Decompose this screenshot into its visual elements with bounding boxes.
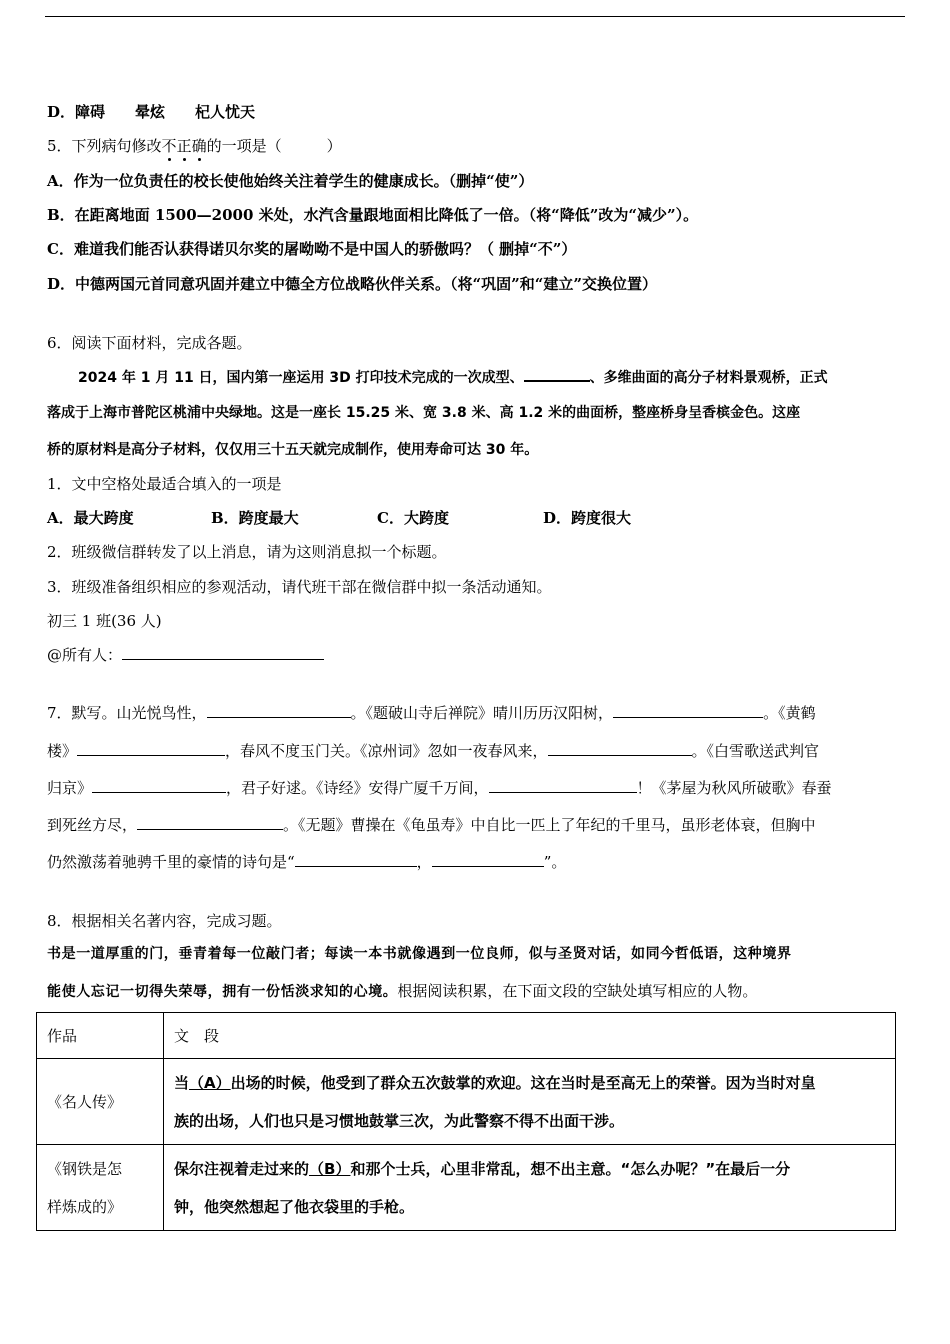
q7-text: ”。 <box>543 853 567 871</box>
works-table <box>36 1012 896 1231</box>
q4-option-d: D．障碍 晕炫 杞人忧天 <box>47 103 256 121</box>
q7-text: ， <box>416 853 432 871</box>
q6-passage-line-1 <box>78 366 828 388</box>
q8-intro-text: 能使人忘记一切得失荣辱，拥有一份恬淡求知的心境。 <box>47 984 398 1000</box>
q6-stem: 6．阅读下面材料，完成各题。 <box>47 334 252 352</box>
q7-text: 。《题破山寺后禅院》晴川历历汉阳树， <box>350 704 614 722</box>
passage-text: 保尔注视着走过来的 <box>174 1159 310 1178</box>
q5-stem-prefix: 5．下列病句修改 <box>47 137 162 155</box>
q5-option-d <box>47 274 657 294</box>
q5-option-a <box>47 171 533 191</box>
header-work: 作品 <box>37 1013 164 1059</box>
q7-blank-9[interactable] <box>432 852 544 867</box>
q7-text: 楼》 <box>47 742 78 760</box>
q6-option-a: A．最大跨度 <box>47 509 134 527</box>
work-title-line: 《钢铁是怎 <box>47 1159 123 1178</box>
q7-text: 。《白雪歌送武判官 <box>691 742 820 760</box>
q6-notice-blank[interactable] <box>122 645 324 660</box>
blank-a[interactable]: （A） <box>189 1073 231 1092</box>
q7-blank-3[interactable] <box>77 741 225 756</box>
q7-text: 7．默写。山光悦鸟性， <box>47 704 207 722</box>
q6-sub1: 1．文中空格处最适合填入的一项是 <box>47 475 282 493</box>
passage-text: 出场的时候，他受到了群众五次鼓掌的欢迎。这在当时是至高无上的荣誉。因为当时对皇 <box>230 1073 816 1092</box>
q7-text: 仍然激荡着驰骋千里的豪情的诗句是“ <box>47 853 295 871</box>
q7-text: ，春风不度玉门关。《凉州词》忽如一夜春风来， <box>225 742 548 760</box>
q8-instruction: 根据阅读积累，在下面文段的空缺处填写相应的人物。 <box>397 982 758 1000</box>
row-passage <box>164 1145 896 1231</box>
q6-option-c: C．大跨度 <box>377 509 449 527</box>
q6-passage-text: 2024 年 1 月 11 日，国内第一座运用 3D 打印技术完成的一次成型、 <box>78 370 524 386</box>
q7-line-1 <box>47 703 816 723</box>
q6-mention-line <box>47 645 324 665</box>
q7-blank-4[interactable] <box>548 741 692 756</box>
q7-line-4 <box>47 815 816 835</box>
q8-intro-line-1: 书是一道厚重的门，垂青着每一位敲门者；每读一本书就像遇到一位良师，似与圣贤对话，如同今哲低语，这种境界 <box>47 946 792 962</box>
passage-line: 钟，他突然想起了他衣袋里的手枪。 <box>174 1197 415 1216</box>
work-title-line: 样炼成的》 <box>47 1197 123 1216</box>
q8-intro-line-2 <box>47 981 757 1002</box>
q7-blank-1[interactable] <box>207 703 351 718</box>
passage-text: 当 <box>174 1073 190 1092</box>
q6-mention: @所有人： <box>47 646 123 664</box>
q5-stem <box>47 136 342 156</box>
q6-fill-blank[interactable] <box>524 366 590 382</box>
q5-option-a-text: A．作为一位负责任的校长使他始终关注着学生的健康成长。（删掉“使”） <box>47 172 534 190</box>
q6-group-name: 初三 1 班(36 人) <box>47 612 162 630</box>
q8-stem: 8．根据相关名著内容，完成习题。 <box>47 912 282 930</box>
table-row <box>37 1145 896 1231</box>
q5-option-c <box>47 239 576 259</box>
q7-blank-6[interactable] <box>489 778 637 793</box>
q6-sub2: 2．班级微信群转发了以上消息，请为这则消息拟一个标题。 <box>47 543 447 561</box>
q6-sub1-options <box>47 508 631 528</box>
q6-passage-line-2: 落成于上海市普陀区桃浦中央绿地。这是一座长 15.25 米、宽 3.8 米、高 1.2 米的曲面桥，整座桥身呈香槟金色。这座 <box>47 405 801 421</box>
row-work-mingrenzhuan: 《名人传》 <box>37 1059 164 1145</box>
q5-option-c-text: C．难道我们能否认获得诺贝尔奖的屠呦呦不是中国人的骄傲吗？（ 删掉“不”） <box>47 240 577 258</box>
q7-blank-8[interactable] <box>295 852 417 867</box>
blank-b[interactable]: （B） <box>309 1159 351 1178</box>
row-work-gangtie <box>37 1145 164 1231</box>
header-rule <box>45 16 905 17</box>
header-passage: 文 段 <box>164 1013 896 1059</box>
table-row <box>37 1059 896 1145</box>
passage-line <box>174 1150 895 1188</box>
q5-emphasis-char: 不 <box>161 137 177 155</box>
q5-option-b-text: B．在距离地面 1500—2000 米处，水汽含量跟地面相比降低了一倍。（将“降低”改为“减少”）。 <box>47 206 699 224</box>
q6-option-d: D．跨度很大 <box>543 509 632 527</box>
q6-passage-text: 、多维曲面的高分子材料景观桥，正式 <box>589 370 828 386</box>
q7-line-2 <box>47 741 819 761</box>
q7-text: 归京》 <box>47 779 93 797</box>
q6-option-b: B．跨度最大 <box>211 509 299 527</box>
passage-text: 和那个士兵，心里非常乱，想不出主意。“怎么办呢？”在最后一分 <box>350 1159 791 1178</box>
q7-line-5 <box>47 852 566 872</box>
q5-emphasis-char: 确 <box>191 137 207 155</box>
q7-text: 到死丝方尽， <box>47 816 138 834</box>
q6-sub3: 3．班级准备组织相应的参观活动，请代班干部在微信群中拟一条活动通知。 <box>47 578 552 596</box>
passage-line <box>174 1064 895 1102</box>
q7-blank-2[interactable] <box>613 703 763 718</box>
row-passage <box>164 1059 896 1145</box>
q7-blank-5[interactable] <box>92 778 226 793</box>
q5-stem-suffix: 的一项是（ ） <box>206 137 342 155</box>
q6-passage-line-3: 桥的原材料是高分子材料，仅仅用三十五天就完成制作，使用寿命可达 30 年。 <box>47 442 539 458</box>
q7-text: ！《茅屋为秋风所破歌》春蚕 <box>636 779 832 797</box>
q5-option-b <box>47 205 698 225</box>
q7-text: ，君子好逑。《诗经》安得广厦千万间， <box>226 779 489 797</box>
q7-text: 。《无题》曹操在《龟虽寿》中自比一匹上了年纪的千里马，虽形老体衰，但胸中 <box>283 816 816 834</box>
q5-option-d-text: D．中德两国元首同意巩固并建立中德全方位战略伙伴关系。（将“巩固”和“建立”交换位置） <box>47 275 658 293</box>
q7-text: 。《黄鹤 <box>763 704 816 722</box>
q5-emphasis-char: 正 <box>176 137 192 155</box>
passage-line: 族的出场，人们也只是习惯地鼓掌三次，为此警察不得不出面干涉。 <box>174 1111 625 1130</box>
q7-blank-7[interactable] <box>137 815 283 830</box>
table-header-row <box>37 1013 896 1059</box>
q7-line-3 <box>47 778 832 798</box>
